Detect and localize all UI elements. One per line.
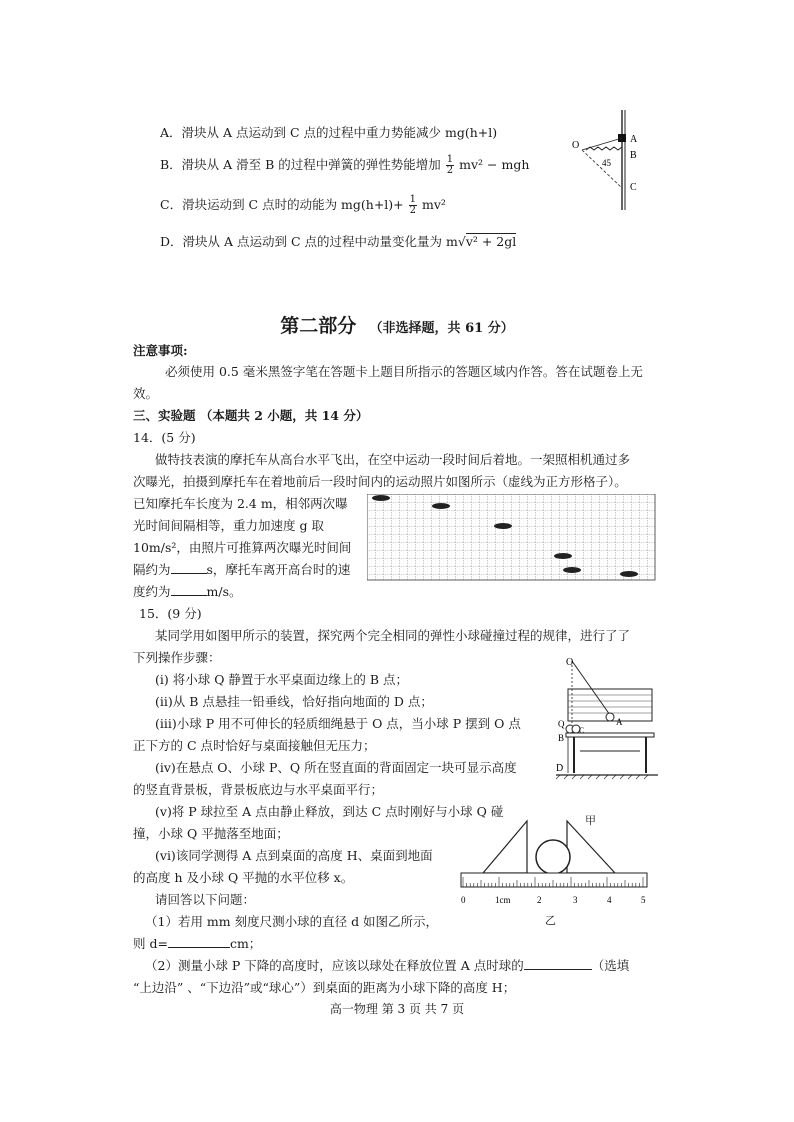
q14-line4: 光时间间隔相等，重力加速度 g 取 (133, 518, 324, 533)
q13-figure (568, 110, 648, 210)
ruler-label-0: 0 (461, 895, 466, 905)
option-c-text: C．滑块运动到 C 点时的动能为 mg(h+l)+ (160, 197, 404, 212)
step-4b: 的竖直背景板，背景板底边与水平桌面平行； (133, 782, 384, 797)
jia-label-q: Q (558, 719, 565, 729)
label-o: O (572, 140, 580, 151)
jia-label-d: D (556, 763, 564, 774)
q14-line7: 度约为 m/s。 (133, 584, 242, 599)
sub-question-1: （1）若用 mm 刻度尺测小球的直径 d 如图乙所示， (145, 914, 439, 929)
ruler-label-1: 1cm (495, 895, 511, 905)
motorcycle-4 (554, 553, 572, 559)
page-footer: 高一物理 第 3 页 共 7 页 (329, 1002, 465, 1016)
q14-line2: 次曝光，拍摄到摩托车在着地前后一段时间内的运动照片如图所示（虚线为正方形格子）。 (133, 474, 627, 489)
notice-label: 注意事项: (133, 343, 188, 358)
option-c (160, 195, 446, 216)
interval-answer-blank[interactable] (171, 561, 207, 574)
q15-intro-1: 某同学用如图甲所示的装置，探究两个完全相同的弹性小球碰撞过程的规律，进行了了 (155, 628, 631, 643)
notice-text-1: 必须使用 0.5 毫米黑签字笔在答题卡上题目所指示的答题区域内作答。答在试题卷上无 (165, 364, 643, 379)
q14-line1: 做特技表演的摩托车从高台水平飞出，在空中运动一段时间后着地。一架照相机通过多 (155, 452, 631, 467)
step-5a: (v)将 P 球拉至 A 点由静止释放，到达 C 点时刚好与小球 Q 碰 (155, 804, 504, 819)
step-1: (i) 将小球 Q 静置于水平桌面边缘上的 B 点； (155, 672, 409, 687)
option-a: A．滑块从 A 点运动到 C 点的过程中重力势能减少 mg(h+l) (160, 125, 498, 140)
ruler-label-3: 3 (573, 895, 578, 905)
ruler-label-4: 4 (607, 895, 612, 905)
q15-intro-2: 下列操作步骤： (133, 650, 221, 665)
ruler-label-5: 5 (641, 895, 646, 905)
motorcycle-3 (494, 523, 512, 529)
part-title: 第二部分 （非选择题，共 61 分） (280, 315, 514, 337)
option-b-formula: mv² − mgh (459, 157, 530, 172)
step-2: (ii)从 B 点悬挂一铅垂线，恰好指向地面的 D 点； (155, 694, 433, 709)
figure-jia-caption: 甲 (585, 814, 596, 827)
motorcycle-6 (620, 571, 638, 577)
sub-question-1-answer: 则 d= cm； (133, 936, 262, 951)
figure-yi (455, 815, 655, 907)
step-4a: (iv)在悬点 O、小球 P、Q 所在竖直面的背面固定一块可显示高度 (155, 760, 517, 775)
sqrt-symbol: √ (457, 234, 466, 249)
motorcycle-2 (432, 503, 450, 509)
section-3-heading: 三、实验题 （本题共 2 小题，共 14 分） (133, 408, 369, 423)
q14-line5: 10m/s²，由照片可推算两次曝光时间间 (133, 540, 352, 555)
step-5b: 撞，小球 Q 平抛落至地面； (133, 826, 289, 841)
step-3a: (iii)小球 P 用不可伸长的轻质细绳悬于 O 点，当小球 P 摆到 O 点 (155, 716, 521, 731)
jia-label-b: B (558, 733, 565, 743)
ruler-label-2: 2 (537, 895, 542, 905)
q14-number: 14．(5 分) (133, 430, 196, 445)
sqrt-content: v² + 2gl (465, 234, 517, 249)
q14-line3: 已知摩托车长度为 2.4 m，相邻两次曝 (133, 496, 348, 511)
motorcycle-grid-figure (367, 494, 657, 582)
option-b (160, 155, 529, 176)
fraction-half: $\frac{1}{2}$ (409, 194, 417, 216)
option-d-text: D．滑块从 A 点运动到 C 点的过程中动量变化量为 m (160, 234, 458, 249)
q14-line6: 隔约为 s，摩托车离开高台时的速 (133, 562, 351, 577)
option-c-formula: mv² (422, 197, 446, 212)
height-answer-blank[interactable] (524, 957, 592, 970)
jia-label-a: A (616, 717, 623, 727)
option-b-text: B．滑块从 A 滑至 B 的过程中弹簧的弹性势能增加 (160, 157, 441, 172)
motorcycle-5 (563, 567, 581, 573)
step-3b: 正下方的 C 点时恰好与桌面接触但无压力； (133, 738, 376, 753)
figure-jia (552, 655, 662, 795)
angle-label: 45 (602, 158, 611, 168)
notice-text-2: 效。 (133, 386, 159, 401)
speed-answer-blank[interactable] (171, 583, 207, 596)
label-a: A (630, 134, 638, 145)
diameter-answer-blank[interactable] (168, 935, 230, 948)
fraction-half: $\frac{1}{2}$ (446, 154, 454, 176)
ask-text: 请回答以下问题： (155, 892, 256, 907)
step-6b: 的高度 h 及小球 Q 平抛的水平位移 x。 (133, 870, 354, 885)
step-6a: (vi)该同学测得 A 点到桌面的高度 H、桌面到地面 (155, 848, 433, 863)
jia-label-c: C (579, 726, 585, 735)
label-b: B (630, 150, 637, 161)
figure-yi-caption: 乙 (545, 914, 556, 927)
sub-question-2-options: “上边沿” 、“下边沿”或“球心”）到桌面的距离为小球下降的高度 H； (133, 980, 516, 995)
label-c: C (630, 182, 637, 193)
jia-label-o: O (566, 657, 574, 668)
sub-question-2: （2）测量小球 P 下降的高度时，应该以球处在释放位置 A 点时球的 （选填 (145, 958, 630, 973)
motorcycle-1 (372, 495, 390, 501)
q15-number: 15．(9 分) (139, 606, 202, 621)
option-d (160, 232, 516, 250)
